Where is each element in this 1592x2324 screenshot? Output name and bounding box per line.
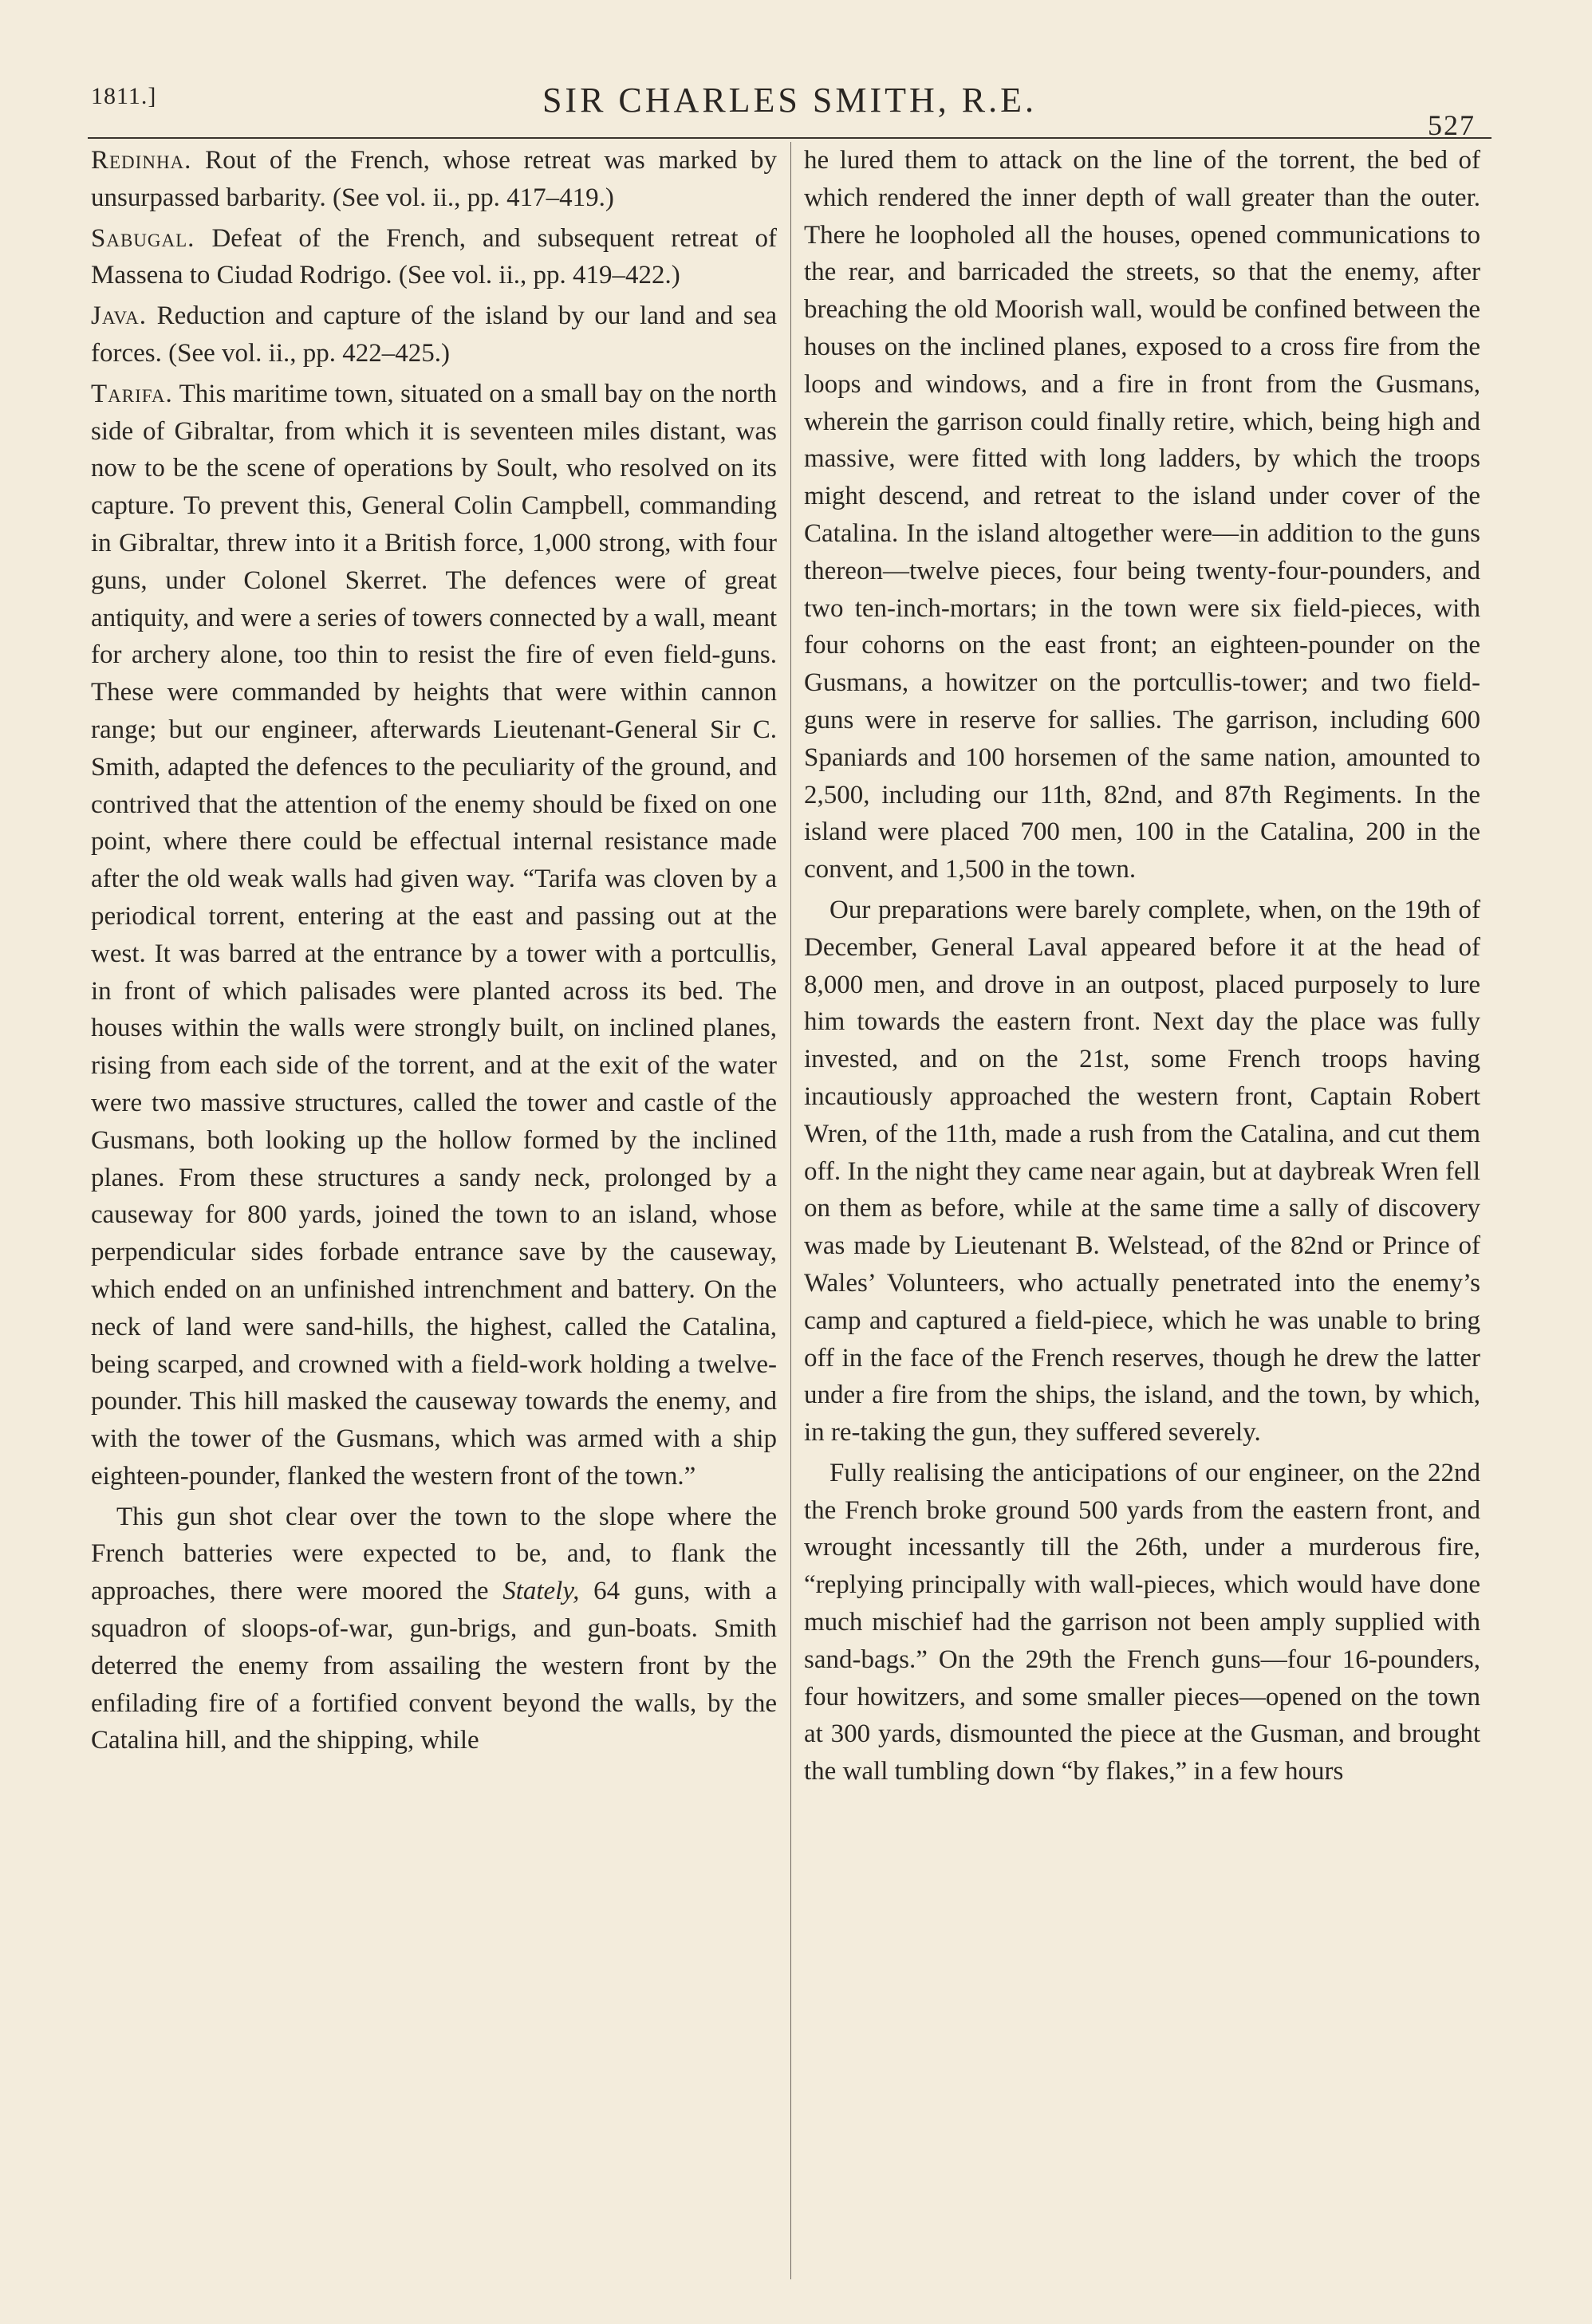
header-rule: [88, 137, 1492, 139]
entry-redinha: [91, 142, 777, 217]
page-number: 527: [1428, 109, 1476, 141]
entry-lead: Redinha.: [91, 146, 192, 175]
paragraph-preparations: Our preparations were barely complete, when, on the 19th of December, General Laval appeared before it at the head of 8,000 men, and drove in an outpost, placed purposely to lure him towards the eastern front. Next day the place was fully invested, and on the 21st, some French troops having incautiously approached the western front, Captain Robert Wren, of the 11th, made a rush from the Catalina, and cut them off. In the night they came near again, but at daybreak Wren fell on them as before, while at the same time a sally of discovery was made by Lieutenant B. Welstead, of the 82nd or Prince of Wales’ Volunteers, who actually penetrated into the enemy’s camp and captured a field-piece, which he was unable to bring off in the face of the French reserves, though he drew the latter under a fire from the ships, the island, and the town, by which, in re-taking the gun, they suffered severely.: [804, 895, 1480, 1448]
column-divider: [790, 142, 791, 2279]
entry-lead: Java.: [91, 301, 147, 331]
paragraph-realising: Fully realising the anticipations of our engineer, on the 22nd the French broke ground 500 yards from the eastern front, and wrought incessantly till the 26th, under a murderous fire, “replying principally with wall-pieces, which would have done much mischief had the garrison not been amply supplied with sand-bags.” On the 29th the French guns—four 16-pounders, four howitzers, and some smaller pieces—opened on the town at 300 yards, dismounted the piece at the Gusman, and brought the wall tumbling down “by flakes,” in a few hours: [804, 1458, 1480, 1786]
entry-lead: Sabugal.: [91, 223, 195, 253]
paragraph-text: 64 guns, with a squadron of sloops-of-war, gun-brigs, and gun-boats. Smith deterred the enemy from assailing the western front by the enfilading fire of a fortified convent beyond the walls, by the Catalina hill, and the shipping, while: [91, 1577, 777, 1755]
right-column: [804, 142, 1480, 1790]
paragraph-gun: [91, 1499, 777, 1760]
left-column: [91, 142, 777, 1759]
entry-lead: Tarifa.: [91, 379, 173, 408]
entry-java: [91, 297, 777, 372]
entry-text: This maritime town, situated on a small bay on the north side of Gibraltar, from which it is seventeen miles distant, was now to be the scene of operations by Soult, who resolved on its capture. To prevent this, General Colin Campbell, commanding in Gibraltar, threw into it a British force, 1,000 strong, with four guns, under Colonel Skerret. The defences were of great antiquity, and were a series of towers connected by a wall, meant for archery alone, too thin to resist the fire of even field-guns. These were commanded by heights that were within cannon range; but our engineer, afterwards Lieutenant-General Sir C. Smith, adapted the defences to the peculiarity of the ground, and contrived that the attention of the enemy should be fixed on one point, where there could be effectual internal resistance made after the old weak walls had given way. “Tarifa was cloven by a periodical torrent, entering at the east and passing out at the west. It was barred at the entrance by a tower with a portcullis, in front of which palisades were planted across its bed. The houses within the walls were strongly built, on inclined planes, rising from each side of the torrent, and at the exit of the water were two massive structures, called the tower and castle of the Gusmans, both looking up the hollow formed by the inclined planes. From these structures a sandy neck, prolonged by a causeway for 800 yards, joined the town to an island, whose perpendicular sides forbade entrance save by the causeway, which ended on an unfinished intrenchment and battery. On the neck of land were sand-hills, the highest, called the Catalina, being scarped, and crowned with a field-work holding a twelve-pounder. This hill masked the causeway towards the enemy, and with the tower of the Gusmans, which was armed with a ship eighteen-pounder, flanked the western front of the town.”: [91, 379, 778, 1491]
paragraph-text: This gun shot clear over the town to the slope where the French batteries were expected to be, and, to flank the approaches, there were moored the: [91, 1502, 777, 1606]
ship-name: Stately,: [502, 1577, 580, 1606]
entry-sabugal: [91, 220, 777, 295]
entry-text: Rout of the French, whose retreat was marked by unsurpassed barbarity. (See vol. ii., pp. 417–419.): [91, 146, 777, 212]
entry-text: Defeat of the French, and subsequent retreat of Massena to Ciudad Rodrigo. (See vol. ii., pp. 419–422.): [91, 223, 778, 290]
paragraph-continuation: he lured them to attack on the line of the torrent, the bed of which rendered the inner depth of wall greater than the outer. There he loopholed all the houses, opened communications to the rear, and barricaded the streets, so that the enemy, after breaching the old Moorish wall, would be confined between the houses on the inclined planes, exposed to a cross fire from the loops and windows, and a fire in front from the Gusmans, wherein the garrison could finally retire, which, being high and massive, were fitted with long ladders, by which the troops might descend, and retreat to the island under cover of the Catalina. In the island altogether were—in addition to the guns thereon—twelve pieces, four being twenty-four-pounders, and two ten-inch-mortars; in the town were six field-pieces, with four cohorns on the east front; an eighteen-pounder on the Gusmans, a howitzer on the portcullis-tower; and two field-guns were in reserve for sallies. The garrison, including 600 Spaniards and 100 horsemen of the same nation, amounted to 2,500, including our 11th, 82nd, and 87th Regiments. In the island were placed 700 men, 100 in the Catalina, 200 in the convent, and 1,500 in the town.: [804, 146, 1480, 884]
header-title: SIR CHARLES SMITH, R.E.: [542, 81, 1038, 120]
running-header: [88, 77, 1492, 141]
entry-tarifa: [91, 376, 777, 1495]
entry-text: Reduction and capture of the island by our land and sea forces. (See vol. ii., pp. 422–425.): [91, 301, 777, 368]
header-year: 1811.]: [91, 83, 157, 109]
